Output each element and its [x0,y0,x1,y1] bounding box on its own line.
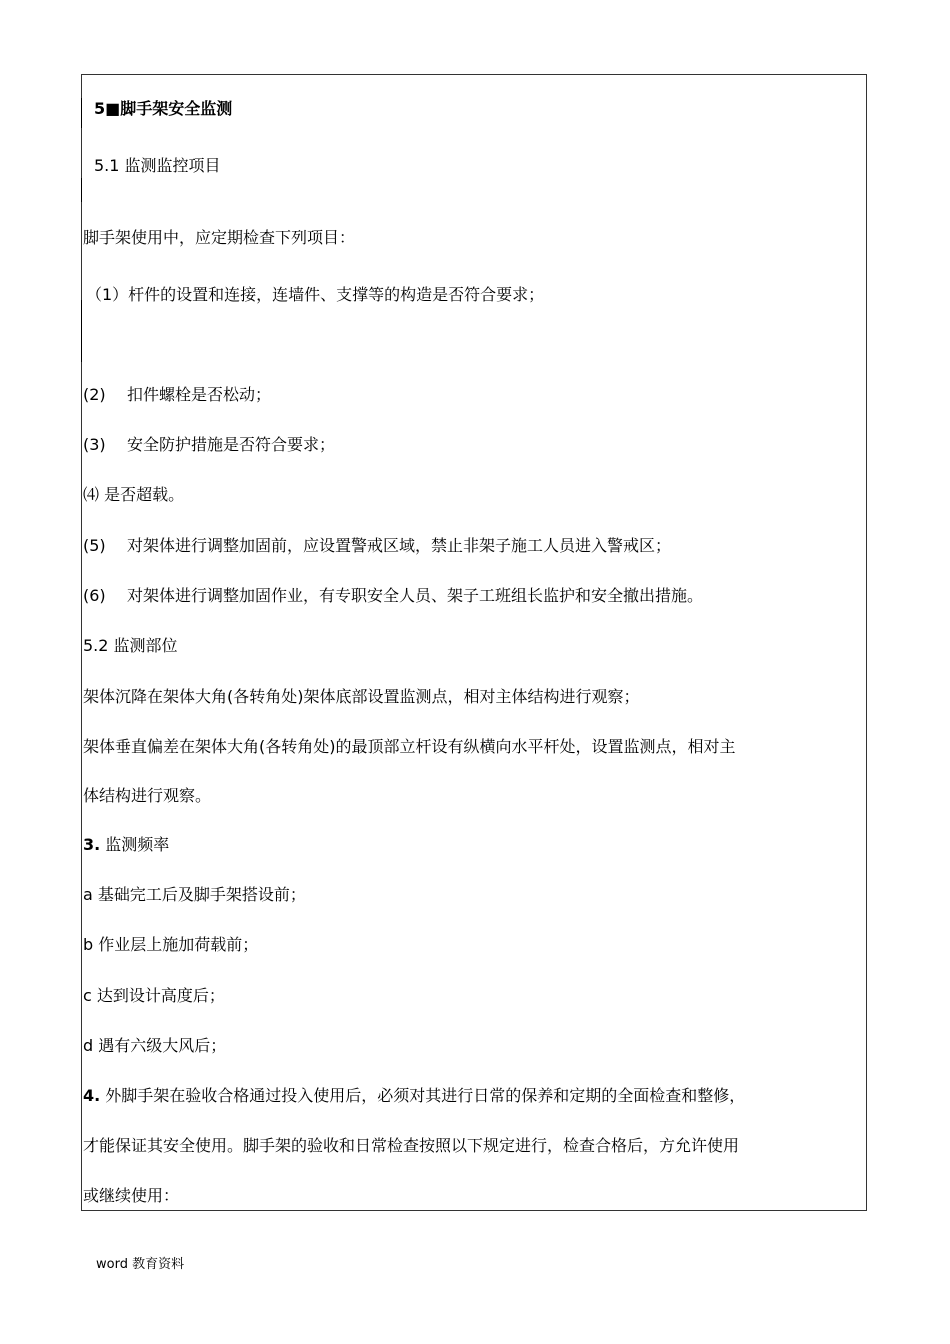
frequency-item-d: d 遇有六级大风后； [83,1036,227,1055]
list-text: 对架体进行调整加固作业，有专职安全人员、架子工班组长监护和安全撤出措施。 [127,586,704,605]
list-item-6 [83,586,703,606]
section-title: 监测频率 [100,835,170,854]
list-number: (3) [83,435,106,454]
section-text: 外脚手架在验收合格通过投入使用后，必须对其进行日常的保养和定期的全面检查和整修， [100,1086,746,1105]
list-text: 扣件螺栓是否松动； [127,385,272,404]
list-item-3 [83,435,335,455]
section-4-line-2: 才能保证其安全使用。脚手架的验收和日常检查按照以下规定进行，检查合格后，方允许使用 [83,1136,740,1155]
list-text: 安全防护措施是否符合要求； [127,435,336,454]
section-number: 3. [83,835,101,854]
list-number: (6) [83,586,106,605]
frequency-item-b: b 作业层上施加荷载前； [83,935,259,954]
intro-text: 脚手架使用中，应定期检查下列项目： [83,228,356,247]
section-3-heading [83,835,169,855]
list-item-2 [83,385,271,405]
section-4-line-3: 或继续使用： [83,1186,180,1205]
margin-mark [81,98,82,128]
margin-mark [81,178,82,202]
vertical-deviation-line-1: 架体垂直偏差在架体大角(各转角处)的最顶部立杆设有纵横向水平杆处，设置监测点，相对主 [83,737,736,756]
footer-watermark: word 教育资料 [96,1257,185,1272]
section-4-line-1 [83,1086,745,1106]
frequency-item-a: a 基础完工后及脚手架搭设前； [83,885,306,904]
section-number: 4. [83,1086,101,1105]
frequency-item-c: c 达到设计高度后； [83,986,225,1005]
vertical-deviation-line-2: 体结构进行观察。 [83,786,212,805]
list-number: (2) [83,385,106,404]
list-item-4: ⑷ 是否超载。 [83,485,185,504]
subsection-5-2: 5.2 监测部位 [83,636,178,655]
margin-mark [81,300,82,362]
subsection-5-1: 5.1 监测监控项目 [94,156,221,175]
section-heading: 5■脚手架安全监测 [94,99,233,118]
list-item-5 [83,536,671,556]
list-item-1: （1）杆件的设置和连接，连墙件、支撑等的构造是否符合要求； [86,285,545,304]
list-text: 对架体进行调整加固前，应设置警戒区域，禁止非架子施工人员进入警戒区； [127,536,672,555]
list-number: (5) [83,536,106,555]
settlement-text: 架体沉降在架体大角(各转角处)架体底部设置监测点，相对主体结构进行观察； [83,687,640,706]
